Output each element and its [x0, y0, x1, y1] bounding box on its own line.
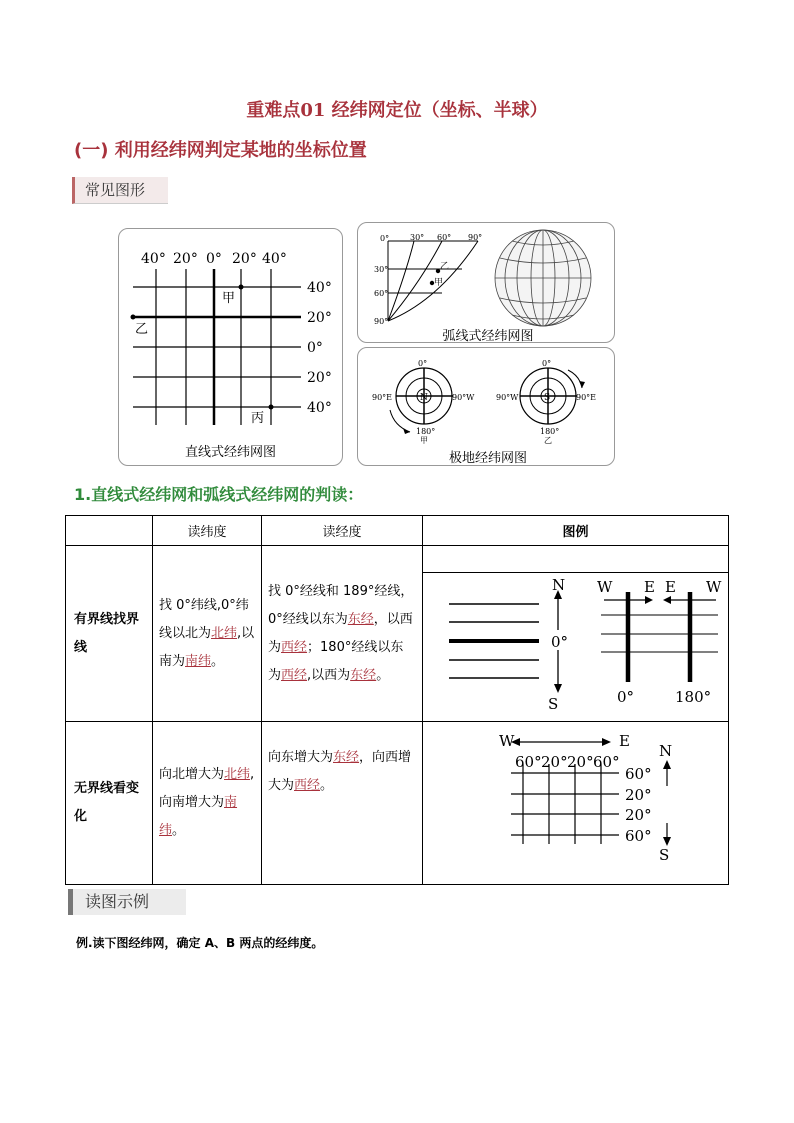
- polar-label: 90°E: [372, 393, 393, 402]
- straight-grid-figure: [119, 229, 342, 465]
- polar-point-label: 乙: [544, 436, 552, 445]
- lat-cell: 向北增大为北纬,向南增大为南纬。: [153, 722, 262, 885]
- section-subheading: 1.直线式经纬网和弧线式经纬网的判读：: [74, 485, 364, 504]
- arc-top-label: 60°: [437, 233, 452, 242]
- arc-top-label: 30°: [410, 233, 425, 242]
- change-figure: [423, 722, 729, 882]
- polar-grid-caption: 极地经纬网图: [448, 451, 527, 466]
- polar-label: 90°W: [496, 393, 519, 402]
- point-label: 丙: [251, 411, 265, 426]
- polar-label: 180°: [540, 427, 560, 436]
- table-header: [66, 516, 153, 546]
- polar-center-label: N: [420, 393, 428, 403]
- top-label: 20°: [173, 251, 198, 267]
- fig-label: W: [706, 578, 722, 596]
- arc-top-label: 0°: [380, 234, 390, 243]
- fig-label: 180°: [675, 688, 712, 706]
- polar-label: 90°W: [452, 393, 475, 402]
- lat-cell: 找 0°纬线,0°纬线以北为北纬,以南为南纬。: [153, 546, 262, 722]
- boundary-figure: [423, 572, 729, 722]
- fig-label: N: [552, 576, 566, 594]
- fig-label: 60°: [515, 753, 542, 771]
- arc-top-label: 90°: [468, 233, 483, 242]
- page-title: 重难点01 经纬网定位（坐标、半球）: [246, 100, 548, 121]
- right-label: 0°: [307, 340, 323, 356]
- row-label: 无界线看变化: [66, 722, 153, 885]
- fig-label: S: [548, 695, 559, 713]
- point-label: 甲: [222, 291, 236, 306]
- fig-label: 20°: [541, 753, 568, 771]
- arc-left-label: 60°: [374, 289, 389, 298]
- table-header: 读纬度: [153, 516, 262, 546]
- arc-left-label: 30°: [374, 265, 389, 274]
- globe-icon: [495, 230, 591, 326]
- fig-label: 0°: [617, 688, 635, 706]
- legend-cell-change: [423, 722, 729, 885]
- table-header: 图例: [423, 516, 729, 546]
- arc-point-label: 乙: [440, 262, 450, 272]
- arc-grid-panel: [357, 222, 615, 343]
- polar-point-label: 甲: [420, 436, 428, 445]
- fig-label: W: [597, 578, 613, 596]
- fig-label: W: [499, 732, 515, 750]
- arc-grid-caption: 弧线式经纬网图: [442, 329, 534, 344]
- example-question: 例.读下图经纬网，确定 A、B 两点的经纬度。: [76, 936, 324, 950]
- polar-grid-panel: [357, 347, 615, 466]
- polar-label: 180°: [416, 427, 436, 436]
- tag-example: 读图示例: [68, 889, 186, 915]
- straight-grid-panel: [118, 228, 343, 466]
- arc-left-label: 90°: [374, 317, 389, 326]
- straight-grid-caption: 直线式经纬网图: [184, 445, 276, 460]
- polar-label: 90°E: [576, 393, 597, 402]
- right-label: 40°: [307, 280, 332, 296]
- fig-label: 60°: [625, 827, 652, 845]
- fig-label: E: [619, 732, 630, 750]
- top-label: 20°: [232, 251, 257, 267]
- fig-label: 0°: [551, 633, 569, 651]
- fig-label: 20°: [625, 806, 652, 824]
- fig-label: E: [665, 578, 676, 596]
- reading-table: [65, 515, 729, 885]
- fig-label: 20°: [625, 786, 652, 804]
- row-label: 有界线找界线: [66, 546, 153, 722]
- top-label: 0°: [206, 251, 222, 267]
- top-label: 40°: [262, 251, 287, 267]
- fig-label: 60°: [625, 765, 652, 783]
- legend-cell-boundary: [423, 546, 729, 722]
- fig-label: 60°: [593, 753, 620, 771]
- point-label: 乙: [135, 322, 149, 337]
- fig-label: 20°: [567, 753, 594, 771]
- arc-point-label: 甲: [434, 278, 444, 288]
- polar-label: 0°: [542, 359, 552, 368]
- right-label: 40°: [307, 400, 332, 416]
- right-label: 20°: [307, 370, 332, 386]
- polar-label: 0°: [418, 359, 428, 368]
- top-label: 40°: [141, 251, 166, 267]
- fig-label: N: [659, 742, 673, 760]
- fig-label: E: [644, 578, 655, 596]
- polar-center-label: S: [544, 393, 551, 403]
- section-heading: (一) 利用经纬网判定某地的坐标位置: [74, 140, 367, 161]
- lon-cell: 向东增大为东经，向西增大为西经。: [262, 722, 423, 885]
- fig-label: S: [659, 846, 670, 864]
- table-header: 读经度: [262, 516, 423, 546]
- right-label: 20°: [307, 310, 332, 326]
- tag-common-figures: 常见图形: [72, 177, 168, 204]
- lon-cell: 找 0°经线和 189°经线，0°经线以东为东经，以西为西经；180°经线以东为西经,以西为东经。: [262, 546, 423, 722]
